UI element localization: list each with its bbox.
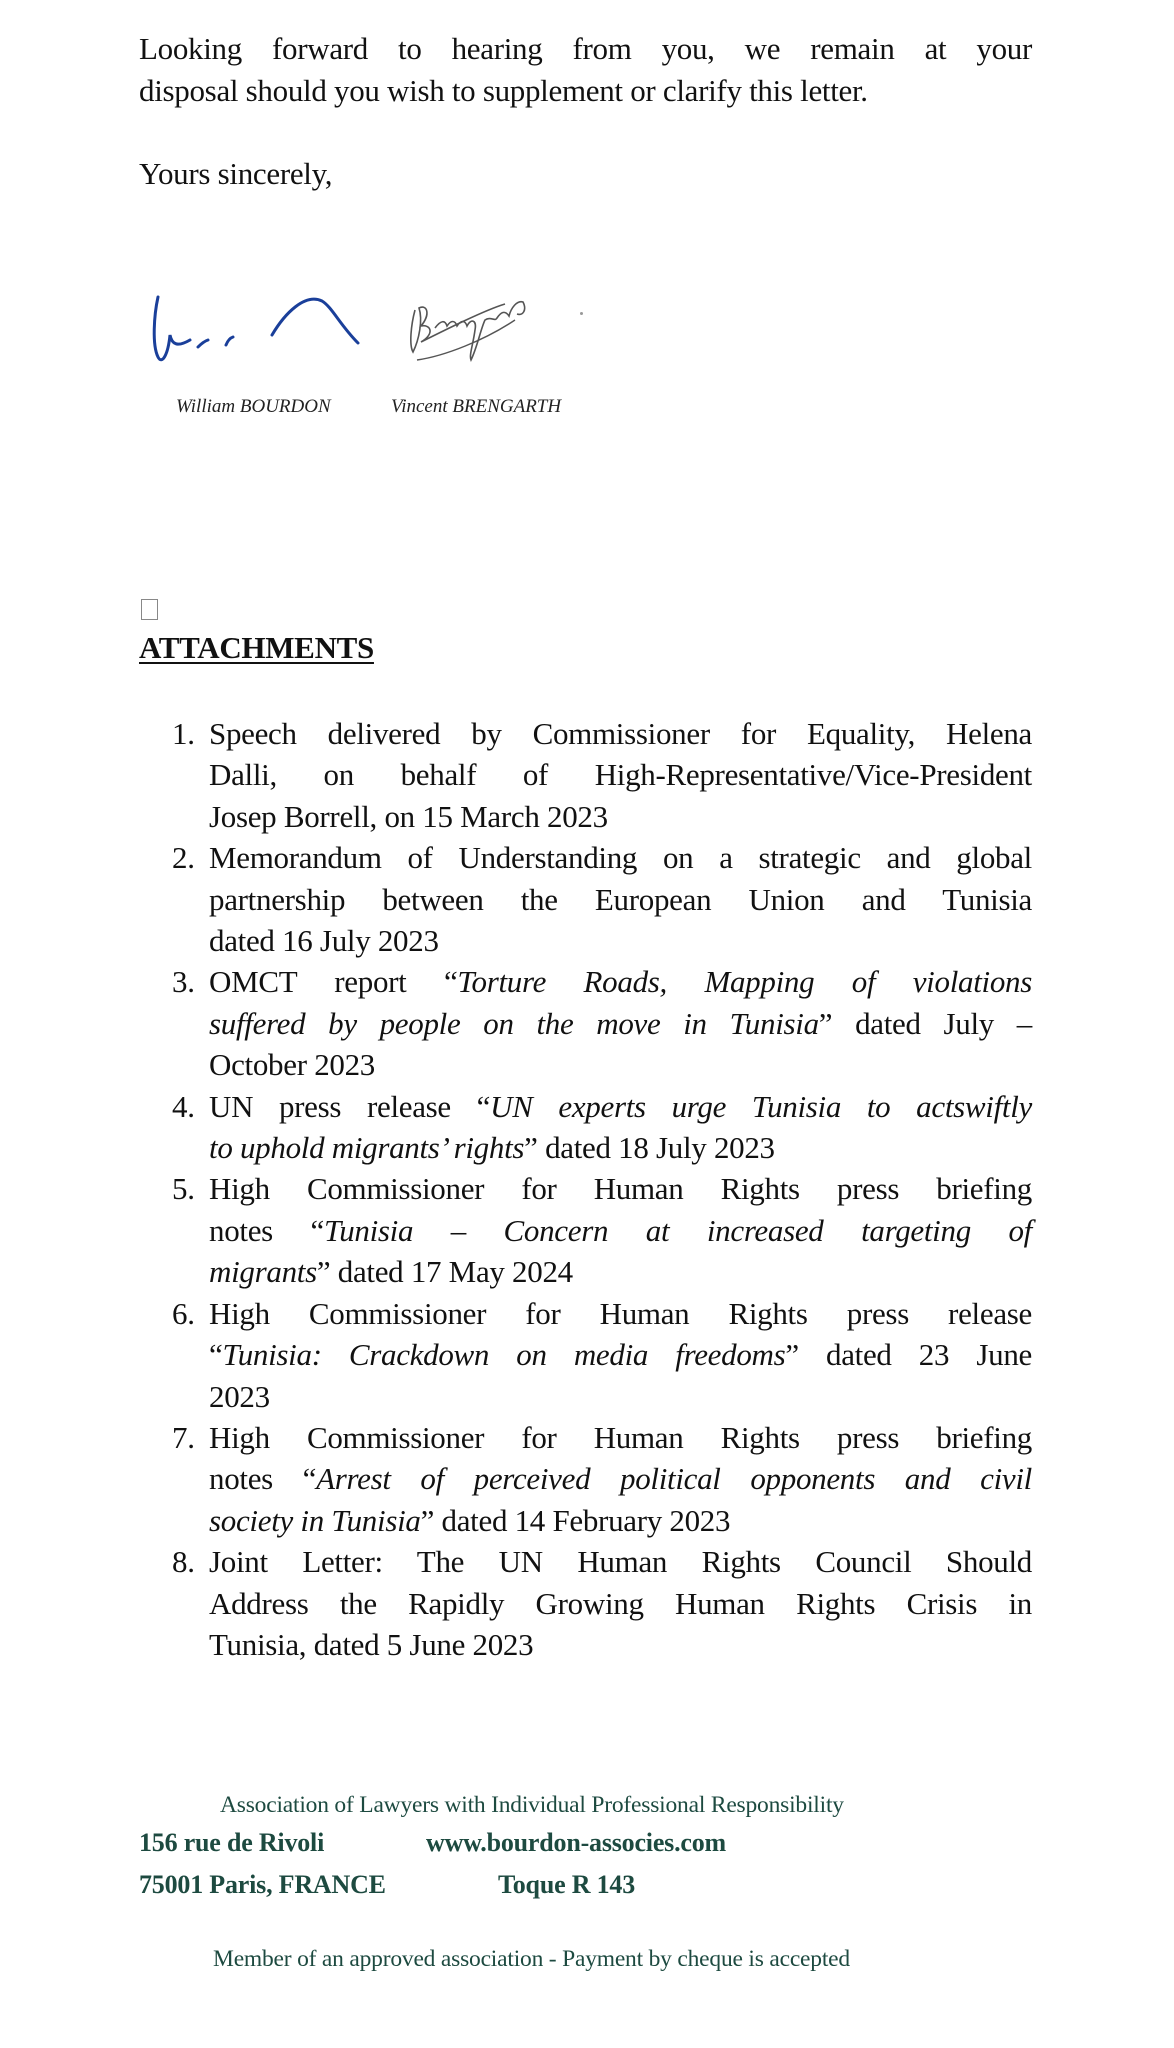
attachment-text: ” dated 23 June xyxy=(785,1337,1032,1373)
footer-website-link[interactable]: www.bourdon-associes.com xyxy=(426,1828,726,1857)
attachment-item xyxy=(172,1168,1032,1292)
attachment-text: High Commissioner for Human Rights press briefing xyxy=(209,1419,1032,1455)
attachment-title-italic: suffered by people on the move in Tunisia xyxy=(209,1005,819,1041)
attachment-text: High Commissioner for Human Rights press briefing xyxy=(209,1171,1032,1207)
attachment-text: ” dated 18 July 2023 xyxy=(524,1130,775,1166)
attachment-text: October 2023 xyxy=(209,1047,375,1083)
attachment-number: 1. xyxy=(172,716,195,751)
signatory-name-bourdon: William BOURDON xyxy=(176,396,331,417)
attachment-title-italic: Tunisia: Crackdown on media freedoms xyxy=(222,1337,786,1373)
attachment-number: 5. xyxy=(172,1171,195,1207)
attachment-text: ” dated July – xyxy=(818,1005,1032,1041)
attachment-text: Joint Letter: The UN Human Rights Council Should xyxy=(209,1544,1032,1580)
attachment-line xyxy=(209,1500,1032,1541)
attachment-text: “ xyxy=(209,1337,223,1373)
attachment-item xyxy=(172,713,1032,837)
attachment-text: Memorandum of Understanding on a strategic and global xyxy=(209,840,1032,876)
attachment-line xyxy=(209,920,1032,961)
attachment-title-italic: Arrest of perceived political opponents and civil xyxy=(316,1461,1032,1497)
attachment-text: High Commissioner for Human Rights press release xyxy=(209,1295,1032,1331)
checkbox-glyph-icon xyxy=(141,599,158,620)
signature-bourdon-icon xyxy=(150,285,390,375)
attachment-text: dated 16 July 2023 xyxy=(209,923,439,959)
footer-street: 156 rue de Rivoli xyxy=(139,1828,325,1857)
attachment-line xyxy=(209,879,1032,920)
attachment-text: notes “ xyxy=(209,1461,317,1497)
attachment-item xyxy=(172,1086,1032,1169)
attachment-line xyxy=(209,961,1032,1002)
signatory-name-brengarth: Vincent BRENGARTH xyxy=(391,396,562,417)
footer-city: 75001 Paris, FRANCE xyxy=(139,1870,386,1899)
attachment-line xyxy=(209,1541,1032,1582)
attachment-line xyxy=(209,1127,1032,1168)
attachment-title-italic: Torture Roads, Mapping of violations xyxy=(457,964,1032,1000)
attachment-number: 3. xyxy=(172,964,195,1000)
attachment-text: OMCT report “ xyxy=(209,964,458,1000)
attachment-line xyxy=(209,1624,1032,1665)
signature-brengarth-icon xyxy=(405,290,535,370)
attachment-text: Address the Rapidly Growing Human Rights Crisis in xyxy=(209,1585,1032,1621)
attachment-number: 4. xyxy=(172,1088,195,1124)
attachment-number: 2. xyxy=(172,840,195,876)
footer-member-note: Member of an approved association - Payment by cheque is accepted xyxy=(213,1946,850,1972)
attachment-line xyxy=(209,1293,1032,1334)
attachment-line xyxy=(209,1251,1032,1292)
attachment-number: 8. xyxy=(172,1544,195,1580)
footer-toque: Toque R 143 xyxy=(498,1870,635,1899)
attachment-line xyxy=(209,1458,1032,1499)
attachment-text: Tunisia, dated 5 June 2023 xyxy=(209,1626,534,1662)
attachment-item xyxy=(172,961,1032,1085)
closing-paragraph xyxy=(139,28,1032,111)
attachment-text: Speech delivered by Commissioner for Equality, Helena xyxy=(209,716,1032,751)
attachment-line xyxy=(209,754,1032,795)
attachment-line xyxy=(209,796,1032,837)
attachment-line xyxy=(209,1210,1032,1251)
attachment-line xyxy=(209,1376,1032,1417)
stray-dot xyxy=(580,312,583,315)
footer-association: Association of Lawyers with Individual Professional Responsibility xyxy=(220,1792,844,1818)
attachment-text: ” dated 17 May 2024 xyxy=(316,1254,573,1290)
attachment-title-italic: UN experts urge Tunisia to actswiftly xyxy=(490,1088,1032,1124)
attachment-text: Dalli, on behalf of High-Representative/Vice-President xyxy=(209,757,1032,793)
attachment-number: 6. xyxy=(172,1295,195,1331)
attachment-item xyxy=(172,1293,1032,1417)
closing-paragraph-line-1: Looking forward to hearing from you, we remain at your xyxy=(139,31,1032,66)
attachment-text: UN press release “ xyxy=(209,1088,491,1124)
attachment-line xyxy=(209,1003,1032,1044)
attachments-heading: ATTACHMENTS xyxy=(139,630,374,665)
attachments-list xyxy=(172,713,1032,1665)
attachment-line xyxy=(209,1583,1032,1624)
attachment-item xyxy=(172,837,1032,961)
attachment-line xyxy=(209,713,1032,754)
attachment-line xyxy=(209,1417,1032,1458)
attachment-title-italic: migrants xyxy=(209,1254,317,1290)
attachment-item xyxy=(172,1541,1032,1665)
attachment-text: notes “ xyxy=(209,1212,324,1248)
attachment-number: 7. xyxy=(172,1419,195,1455)
attachment-title-italic: Tunisia – Concern at increased targeting of xyxy=(323,1212,1032,1248)
attachment-line xyxy=(209,1168,1032,1209)
attachment-line xyxy=(209,1044,1032,1085)
attachment-line xyxy=(209,837,1032,878)
attachment-text: ” dated 14 February 2023 xyxy=(420,1502,731,1538)
attachment-title-italic: society in Tunisia xyxy=(209,1502,421,1538)
attachment-text: 2023 xyxy=(209,1378,270,1414)
closing-paragraph-line-2: disposal should you wish to supplement or clarify this letter. xyxy=(139,72,868,108)
salutation: Yours sincerely, xyxy=(139,156,333,191)
attachment-text: partnership between the European Union and Tunisia xyxy=(209,881,1032,917)
attachment-item xyxy=(172,1417,1032,1541)
attachment-title-italic: to uphold migrants’ rights xyxy=(209,1130,525,1166)
attachment-line xyxy=(209,1086,1032,1127)
attachment-line xyxy=(209,1334,1032,1375)
attachment-text: Josep Borrell, on 15 March 2023 xyxy=(209,798,608,834)
